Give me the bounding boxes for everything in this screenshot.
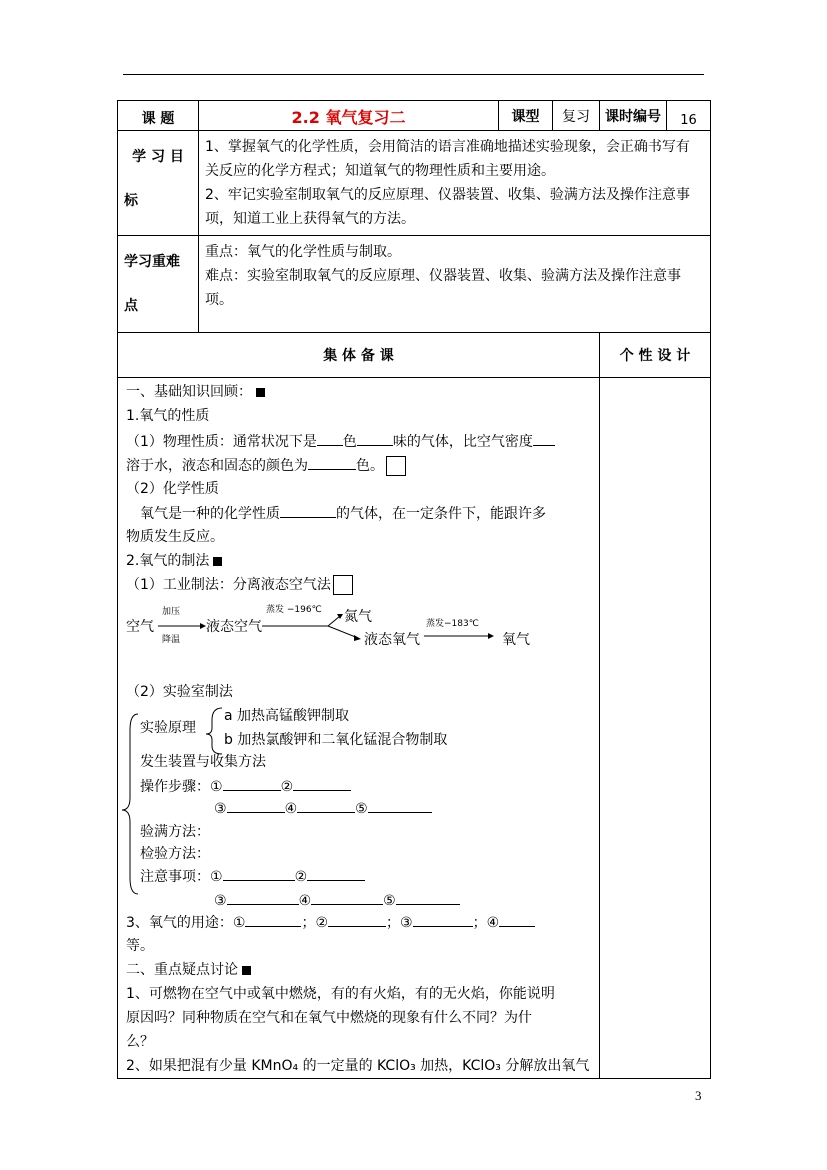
lab-principle-b: b 加热氯酸钾和二氧化锰混合物制取 bbox=[224, 732, 448, 748]
chemical-properties-heading: （2）化学性质 bbox=[126, 481, 219, 497]
question-1-line-2: 原因吗？同种物质在空气和在氧气中燃烧的现象有什么不同？为什 bbox=[126, 1010, 532, 1026]
key-point-difficulty: 难点：实验室制取氧气的反应原理、仪器装置、收集、验满方法及操作注意事 bbox=[205, 268, 681, 284]
oxygen-preparation-heading: 2.氧气的制法 bbox=[126, 551, 222, 571]
oxygen-uses-line: 3、氧气的用途：① ；② ；③ ；④ bbox=[126, 912, 535, 933]
goals-line-1: 1、掌握氧气的化学性质，会用简洁的语言准确地描述实验现象，会正确书写有 bbox=[205, 139, 690, 155]
lab-test-label: 检验方法： bbox=[140, 846, 210, 862]
goals-line-3: 2、牢记实验室制取氧气的反应原理、仪器装置、收集、验满方法及操作注意事 bbox=[205, 187, 690, 203]
air-label: 空气 bbox=[126, 619, 154, 635]
key-point-difficulty-cont: 项。 bbox=[205, 292, 233, 308]
oxygen-properties-heading: 1.氧气的性质 bbox=[126, 408, 210, 424]
square-marker bbox=[242, 966, 251, 975]
lab-notes-line-2: ③ ④ ⑤ bbox=[214, 890, 460, 911]
lab-apparatus-label: 发生装置与收集方法 bbox=[140, 754, 266, 770]
lesson-code-value: 16 bbox=[667, 101, 711, 131]
key-point-focus: 重点：氧气的化学性质与制取。 bbox=[205, 244, 401, 260]
pressurize-label: 加压 bbox=[162, 607, 181, 617]
lab-notes-line-1: 注意事项：① ② bbox=[140, 866, 365, 887]
lab-principle-label: 实验原理 bbox=[140, 720, 196, 736]
personal-design-content bbox=[600, 378, 711, 1079]
oxygen-uses-end: 等。 bbox=[126, 938, 154, 954]
evaporation-2-label: 蒸发−183℃ bbox=[426, 619, 479, 629]
header-rule bbox=[123, 74, 704, 75]
lab-steps-line-2: ③ ④ ⑤ bbox=[214, 798, 432, 819]
liquid-oxygen-label: 液态氧气 bbox=[364, 632, 420, 648]
lab-method-heading: （2）实验室制法 bbox=[126, 684, 233, 700]
lab-principle-a: a 加热高锰酸钾制取 bbox=[224, 708, 350, 724]
key-points-text bbox=[199, 236, 711, 333]
group-prep-content bbox=[118, 378, 600, 1079]
liquid-air-label: 液态空气 bbox=[206, 619, 262, 635]
physical-properties-line: （1）物理性质：通常状况下是 色 味的气体，比空气密度 bbox=[126, 431, 555, 452]
page-number: 3 bbox=[695, 1088, 702, 1103]
cool-label: 降温 bbox=[162, 635, 181, 645]
chemical-properties-line: 氧气是一种的化学性质 的气体，在一定条件下，能跟许多 bbox=[140, 503, 546, 524]
goals-label-line-1: 学 习 目 bbox=[132, 149, 184, 165]
lesson-type-value: 复习 bbox=[553, 101, 600, 131]
question-1-line-3: 么？ bbox=[126, 1034, 154, 1050]
lesson-type-label: 课型 bbox=[499, 101, 553, 131]
lesson-plan-table bbox=[117, 100, 711, 1079]
physical-properties-line-2: 溶于水，液态和固态的颜色为 色。 bbox=[126, 455, 406, 476]
goals-line-2: 关反应的化学方程式；知道氧气的物理性质和主要用途。 bbox=[205, 163, 555, 179]
personal-design-header: 个 性 设 计 bbox=[600, 333, 711, 378]
lab-steps-line-1: 操作步骤：① ② bbox=[140, 776, 351, 797]
question-2-line-1: 2、如果把混有少量 KMnO₄ 的一定量的 KClO₃ 加热，KClO₃ 分解放出氧气 bbox=[126, 1058, 590, 1074]
question-1-line-1: 1、可燃物在空气中或氧中燃烧，有的有火焰，有的无火焰，你能说明 bbox=[126, 986, 555, 1002]
goals-label-line-2: 标 bbox=[124, 193, 138, 209]
section-1-title: 一、基础知识回顾： bbox=[126, 382, 265, 402]
key-points-label-line-1: 学习重难 bbox=[124, 254, 180, 270]
lab-full-check-label: 验满方法： bbox=[140, 824, 210, 840]
chemical-properties-line-2: 物质发生反应。 bbox=[126, 529, 224, 545]
section-2-title: 二、重点疑点讨论 bbox=[126, 960, 251, 980]
subject-label: 课 题 bbox=[118, 101, 199, 131]
industrial-method-heading: （1）工业制法：分离液态空气法 bbox=[126, 575, 353, 595]
key-points-label-line-2: 点 bbox=[124, 298, 138, 314]
key-points-label bbox=[118, 236, 199, 333]
evaporation-1-label: 蒸发 −196℃ bbox=[266, 605, 322, 615]
nitrogen-label: 氮气 bbox=[344, 609, 372, 625]
oxygen-label: 氧气 bbox=[502, 632, 530, 648]
lesson-title: 2.2 氧气复习二 bbox=[199, 101, 499, 131]
group-prep-header: 集 体 备 课 bbox=[118, 333, 600, 378]
lesson-code-label: 课时编号 bbox=[600, 101, 667, 131]
goals-label bbox=[118, 131, 199, 236]
goals-line-4: 项，知道工业上获得氧气的方法。 bbox=[205, 211, 415, 227]
goals-text bbox=[199, 131, 711, 236]
